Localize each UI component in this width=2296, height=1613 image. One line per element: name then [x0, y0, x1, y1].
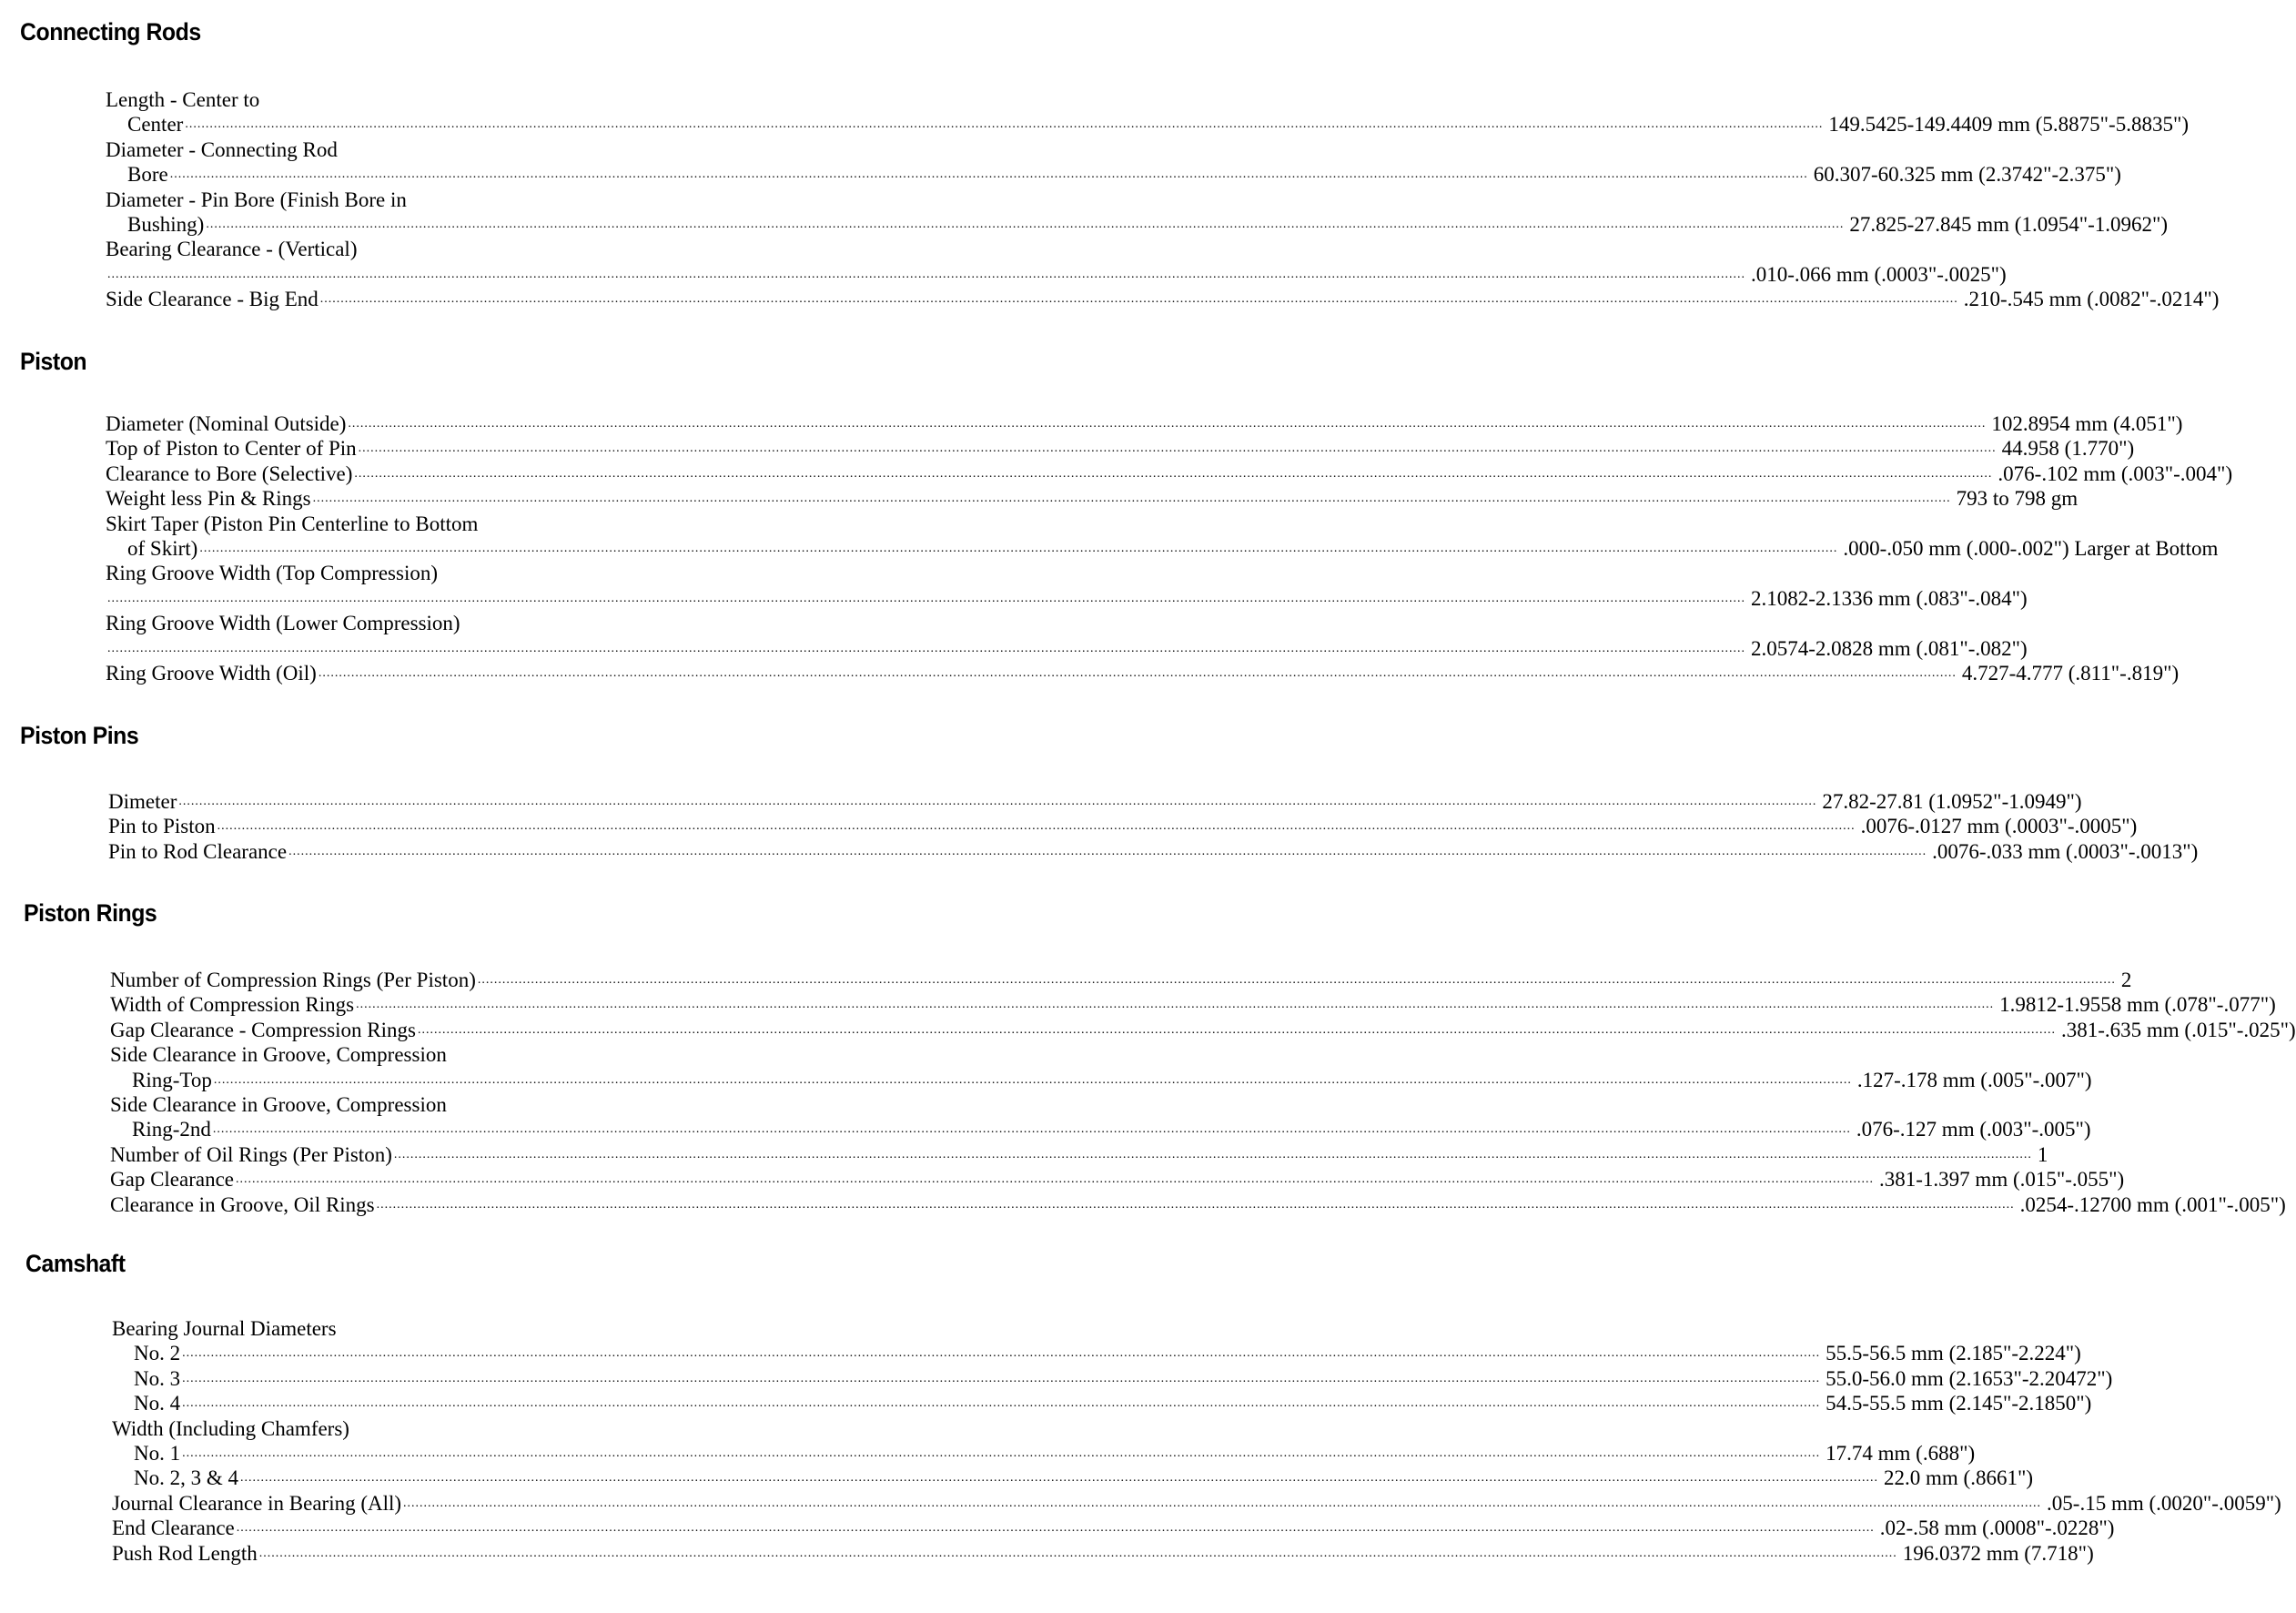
spec-value: 2.0574-2.0828 mm (.081"-.082")	[1751, 636, 2028, 660]
spec-list-connecting-rods	[106, 87, 2220, 312]
spec-value: .381-.635 mm (.015"-.025")	[2060, 1018, 2296, 1041]
spec-row-line	[106, 137, 1252, 162]
spec-row-line	[108, 839, 2199, 864]
dot-leader: ................................................................................................................................................................................................................................................................................................................................................................................................................	[356, 998, 1995, 1012]
spec-row-line	[110, 1192, 2286, 1217]
spec-list-piston	[106, 411, 2233, 685]
dot-leader: ................................................................................................................................................................................................................................................................................................................................................................................................................	[107, 591, 1745, 605]
spec-row-line	[112, 1366, 2113, 1391]
spec-label: Bearing Clearance - (Vertical)	[106, 238, 358, 261]
spec-value: 55.5-56.5 mm (2.185"-2.224")	[1826, 1342, 2081, 1365]
spec-row	[112, 1391, 2092, 1415]
dot-leader: ................................................................................................................................................................................................................................................................................................................................................................................................................	[393, 1147, 2032, 1162]
spec-label: Diameter (Nominal Outside)	[106, 412, 347, 435]
spec-row	[112, 1466, 2033, 1490]
dot-leader: ................................................................................................................................................................................................................................................................................................................................................................................................................	[417, 1022, 2056, 1037]
spec-label: End Clearance	[112, 1517, 235, 1540]
spec-row-line	[110, 1167, 2125, 1192]
spec-row	[106, 462, 2233, 486]
spec-row-line	[106, 212, 2169, 237]
spec-row-line	[112, 1541, 2094, 1566]
spec-row-line	[110, 968, 2132, 992]
spec-row	[110, 1142, 2048, 1167]
section-heading-piston-pins: Piston Pins	[20, 722, 139, 749]
spec-label: Width of Compression Rings	[110, 993, 355, 1017]
spec-label-continued: Bushing)	[127, 212, 205, 236]
spec-row	[106, 611, 2028, 661]
spec-label: No. 2	[134, 1342, 181, 1365]
spec-label: Ring Groove Width (Oil)	[106, 661, 317, 685]
spec-row-line	[112, 1491, 2281, 1516]
spec-row-line	[108, 789, 2082, 814]
spec-row-line	[112, 1416, 1256, 1441]
spec-value: 196.0372 mm (7.718")	[1902, 1541, 2094, 1565]
spec-label: No. 1	[134, 1441, 181, 1465]
spec-row-line	[112, 1391, 2092, 1415]
spec-row-line	[106, 287, 2220, 311]
section-heading-piston: Piston	[20, 348, 87, 375]
spec-row	[106, 287, 2220, 311]
spec-value: 2	[2120, 969, 2132, 991]
spec-row-line	[106, 262, 2007, 287]
dot-leader: ................................................................................................................................................................................................................................................................................................................................................................................................................	[358, 441, 1997, 456]
spec-row	[106, 436, 2135, 461]
spec-label-continued: of Skirt)	[127, 536, 198, 560]
spec-row	[106, 512, 2219, 562]
dot-leader: ................................................................................................................................................................................................................................................................................................................................................................................................................	[199, 541, 1838, 555]
spec-row	[108, 789, 2082, 814]
dot-leader: ................................................................................................................................................................................................................................................................................................................................................................................................................	[288, 844, 1927, 858]
spec-label: No. 3	[134, 1366, 181, 1390]
spec-value: 27.825-27.845 mm (1.0954"-1.0962")	[1849, 212, 2169, 236]
spec-row-line	[106, 162, 2121, 187]
spec-row	[106, 87, 2190, 137]
spec-row-line	[108, 814, 2138, 838]
spec-row-line	[110, 1117, 2091, 1141]
spec-value: 4.727-4.777 (.811"-.819")	[1961, 661, 2180, 685]
spec-value: 102.8954 mm (4.051")	[1991, 412, 2183, 435]
spec-value: .05-.15 mm (.0020"-.0059")	[2047, 1491, 2281, 1515]
spec-row-line	[110, 1142, 2048, 1167]
spec-row-line	[106, 188, 1252, 212]
spec-label: Side Clearance in Groove, Compression	[110, 1092, 447, 1116]
dot-leader: ................................................................................................................................................................................................................................................................................................................................................................................................................	[348, 417, 1987, 431]
dot-leader: ................................................................................................................................................................................................................................................................................................................................................................................................................	[354, 466, 1993, 481]
spec-value: 60.307-60.325 mm (2.3742"-2.375")	[1813, 163, 2121, 187]
dot-leader: ................................................................................................................................................................................................................................................................................................................................................................................................................	[240, 1471, 1878, 1486]
spec-row-line	[112, 1341, 2081, 1365]
spec-label: Weight less Pin & Rings	[106, 487, 311, 511]
spec-label: Side Clearance - Big End	[106, 288, 319, 311]
spec-row	[110, 1042, 2092, 1092]
spec-row-line	[112, 1516, 2115, 1540]
spec-value: 1	[2037, 1142, 2048, 1166]
spec-value: .210-.545 mm (.0082"-.0214")	[1963, 288, 2220, 311]
spec-row-line	[106, 87, 1252, 112]
spec-value: 27.82-27.81 (1.0952"-1.0949")	[1822, 790, 2082, 813]
spec-row	[106, 561, 2028, 611]
spec-label: No. 4	[134, 1392, 181, 1415]
dot-leader: ................................................................................................................................................................................................................................................................................................................................................................................................................	[107, 267, 1745, 281]
spec-label: Width (Including Chamfers)	[112, 1416, 349, 1440]
spec-row-line	[106, 486, 2079, 511]
spec-row-line	[106, 636, 2028, 661]
spec-row-line	[106, 661, 2180, 685]
dot-leader: ................................................................................................................................................................................................................................................................................................................................................................................................................	[403, 1496, 2042, 1510]
spec-label: Pin to Rod Clearance	[108, 839, 288, 863]
dot-leader: ................................................................................................................................................................................................................................................................................................................................................................................................................	[258, 1546, 1897, 1560]
spec-row-line	[106, 611, 1252, 635]
section-heading-camshaft: Camshaft	[25, 1250, 126, 1277]
spec-row	[110, 1167, 2125, 1192]
spec-row	[110, 1092, 2091, 1142]
spec-label-continued: Ring-Top	[132, 1068, 212, 1091]
spec-label: Ring Groove Width (Lower Compression)	[106, 612, 460, 635]
spec-row	[112, 1441, 1976, 1466]
dot-leader: ................................................................................................................................................................................................................................................................................................................................................................................................................	[107, 641, 1745, 655]
spec-label-continued: Ring-2nd	[132, 1118, 211, 1141]
spec-label: Number of Oil Rings (Per Piston)	[110, 1142, 392, 1166]
spec-label: Pin to Piston	[108, 815, 216, 838]
dot-leader: ................................................................................................................................................................................................................................................................................................................................................................................................................	[182, 1396, 1821, 1411]
spec-row	[112, 1316, 1256, 1341]
spec-row	[110, 1192, 2286, 1217]
spec-row	[106, 486, 2079, 511]
spec-row	[112, 1516, 2115, 1540]
dot-leader: ................................................................................................................................................................................................................................................................................................................................................................................................................	[376, 1197, 2015, 1212]
dot-leader: ................................................................................................................................................................................................................................................................................................................................................................................................................	[182, 1346, 1821, 1361]
spec-list-piston-pins	[108, 789, 2199, 864]
spec-row	[108, 814, 2138, 838]
dot-leader: ................................................................................................................................................................................................................................................................................................................................................................................................................	[217, 819, 1856, 834]
spec-row	[112, 1341, 2081, 1365]
dot-leader: ................................................................................................................................................................................................................................................................................................................................................................................................................	[318, 665, 1957, 680]
spec-label: Diameter - Connecting Rod	[106, 137, 338, 161]
spec-value: .0254-.12700 mm (.001"-.005")	[2019, 1192, 2286, 1216]
dot-leader: ................................................................................................................................................................................................................................................................................................................................................................................................................	[178, 795, 1817, 808]
spec-label: Gap Clearance - Compression Rings	[110, 1018, 416, 1041]
spec-row-line	[110, 1042, 1257, 1067]
dot-leader: ................................................................................................................................................................................................................................................................................................................................................................................................................	[319, 292, 1958, 307]
spec-value: .010-.066 mm (.0003"-.0025")	[1751, 262, 2007, 286]
spec-value: 54.5-55.5 mm (2.145"-2.1850")	[1826, 1392, 2092, 1415]
spec-label: No. 2, 3 & 4	[134, 1466, 238, 1490]
spec-row-line	[106, 112, 2190, 137]
spec-value: .0076-.033 mm (.0003"-.0013")	[1932, 839, 2199, 863]
spec-value: 55.0-56.0 mm (2.1653"-2.20472")	[1826, 1366, 2113, 1390]
spec-row-line	[110, 1018, 2296, 1042]
spec-label: Side Clearance in Groove, Compression	[110, 1043, 447, 1067]
spec-row	[110, 992, 2276, 1017]
spec-value: 793 to 798 gm	[1956, 487, 2079, 511]
spec-value: 1.9812-1.9558 mm (.078"-.077")	[1999, 993, 2276, 1017]
spec-value: 44.958 (1.770")	[2001, 437, 2135, 461]
spec-row-line	[106, 237, 1252, 261]
spec-value: 17.74 mm (.688")	[1826, 1441, 1976, 1465]
spec-label: Bearing Journal Diameters	[112, 1317, 337, 1340]
spec-row	[108, 839, 2199, 864]
spec-label: Length - Center to	[106, 88, 260, 111]
dot-leader: ................................................................................................................................................................................................................................................................................................................................................................................................................	[236, 1172, 1875, 1187]
spec-label: Dimeter	[108, 790, 177, 813]
spec-row	[112, 1491, 2281, 1516]
dot-leader: ................................................................................................................................................................................................................................................................................................................................................................................................................	[182, 1371, 1821, 1385]
dot-leader: ................................................................................................................................................................................................................................................................................................................................................................................................................	[182, 1446, 1821, 1460]
spec-row-line	[106, 561, 1252, 585]
spec-value: .02-.58 mm (.0008"-.0228")	[1879, 1517, 2115, 1540]
dot-leader: ................................................................................................................................................................................................................................................................................................................................................................................................................	[213, 1072, 1852, 1087]
spec-row	[106, 661, 2180, 685]
spec-label: Push Rod Length	[112, 1541, 258, 1565]
spec-label: Ring Groove Width (Top Compression)	[106, 562, 439, 585]
spec-row-line	[106, 436, 2135, 461]
spec-row	[106, 237, 2007, 287]
spec-row-line	[112, 1441, 1976, 1466]
section-heading-piston-rings: Piston Rings	[24, 899, 157, 927]
dot-leader: ................................................................................................................................................................................................................................................................................................................................................................................................................	[212, 1122, 1851, 1137]
spec-label: Journal Clearance in Bearing (All)	[112, 1491, 402, 1515]
spec-row-line	[112, 1466, 2033, 1490]
spec-row	[106, 137, 2121, 188]
spec-label: Diameter - Pin Bore (Finish Bore in	[106, 188, 407, 211]
dot-leader: ................................................................................................................................................................................................................................................................................................................................................................................................................	[169, 167, 1808, 182]
dot-leader: ................................................................................................................................................................................................................................................................................................................................................................................................................	[477, 973, 2116, 987]
spec-row-line	[110, 992, 2276, 1017]
spec-value: .076-.127 mm (.003"-.005")	[1856, 1118, 2091, 1141]
spec-label: Skirt Taper (Piston Pin Centerline to Bottom	[106, 512, 479, 535]
spec-row	[112, 1416, 1256, 1441]
spec-value: .076-.102 mm (.003"-.004")	[1998, 462, 2233, 485]
spec-list-camshaft	[112, 1316, 2281, 1566]
spec-value: .381-1.397 mm (.015"-.055")	[1879, 1168, 2125, 1192]
spec-value: 22.0 mm (.8661")	[1884, 1466, 2033, 1490]
spec-row-line	[110, 1092, 1257, 1117]
spec-row-line	[106, 411, 2183, 436]
spec-label: Clearance to Bore (Selective)	[106, 462, 353, 485]
spec-row	[112, 1366, 2113, 1391]
dot-leader: ................................................................................................................................................................................................................................................................................................................................................................................................................	[236, 1521, 1875, 1536]
spec-value: 2.1082-2.1336 mm (.083"-.084")	[1751, 586, 2028, 610]
spec-label: Number of Compression Rings (Per Piston)	[110, 969, 476, 991]
spec-label: Clearance in Groove, Oil Rings	[110, 1192, 375, 1216]
spec-list-piston-rings	[110, 968, 2296, 1217]
spec-row-line	[106, 512, 1252, 536]
spec-value: .0076-.0127 mm (.0003"-.0005")	[1860, 815, 2138, 838]
spec-row-line	[106, 462, 2233, 486]
dot-leader: ................................................................................................................................................................................................................................................................................................................................................................................................................	[312, 492, 1951, 506]
dot-leader: ................................................................................................................................................................................................................................................................................................................................................................................................................	[185, 117, 1824, 132]
spec-value: 149.5425-149.4409 mm (5.8875"-5.8835")	[1828, 113, 2190, 137]
spec-row-line	[106, 586, 2028, 611]
dot-leader: ................................................................................................................................................................................................................................................................................................................................................................................................................	[206, 217, 1845, 231]
spec-value: .000-.050 mm (.000-.002") Larger at Bottom	[1843, 536, 2219, 560]
spec-row	[112, 1541, 2094, 1566]
spec-row	[106, 411, 2183, 436]
spec-label: Top of Piston to Center of Pin	[106, 437, 357, 461]
spec-row-line	[110, 1068, 2092, 1092]
spec-row	[110, 968, 2132, 992]
spec-label: Gap Clearance	[110, 1168, 235, 1192]
spec-row-line	[112, 1316, 1256, 1341]
section-heading-connecting-rods: Connecting Rods	[20, 18, 201, 46]
spec-value: .127-.178 mm (.005"-.007")	[1856, 1068, 2092, 1091]
spec-row	[110, 1018, 2296, 1042]
spec-row-line	[106, 536, 2219, 561]
spec-label-continued: Bore	[127, 163, 168, 187]
spec-row	[106, 188, 2169, 238]
spec-label-continued: Center	[127, 113, 184, 137]
